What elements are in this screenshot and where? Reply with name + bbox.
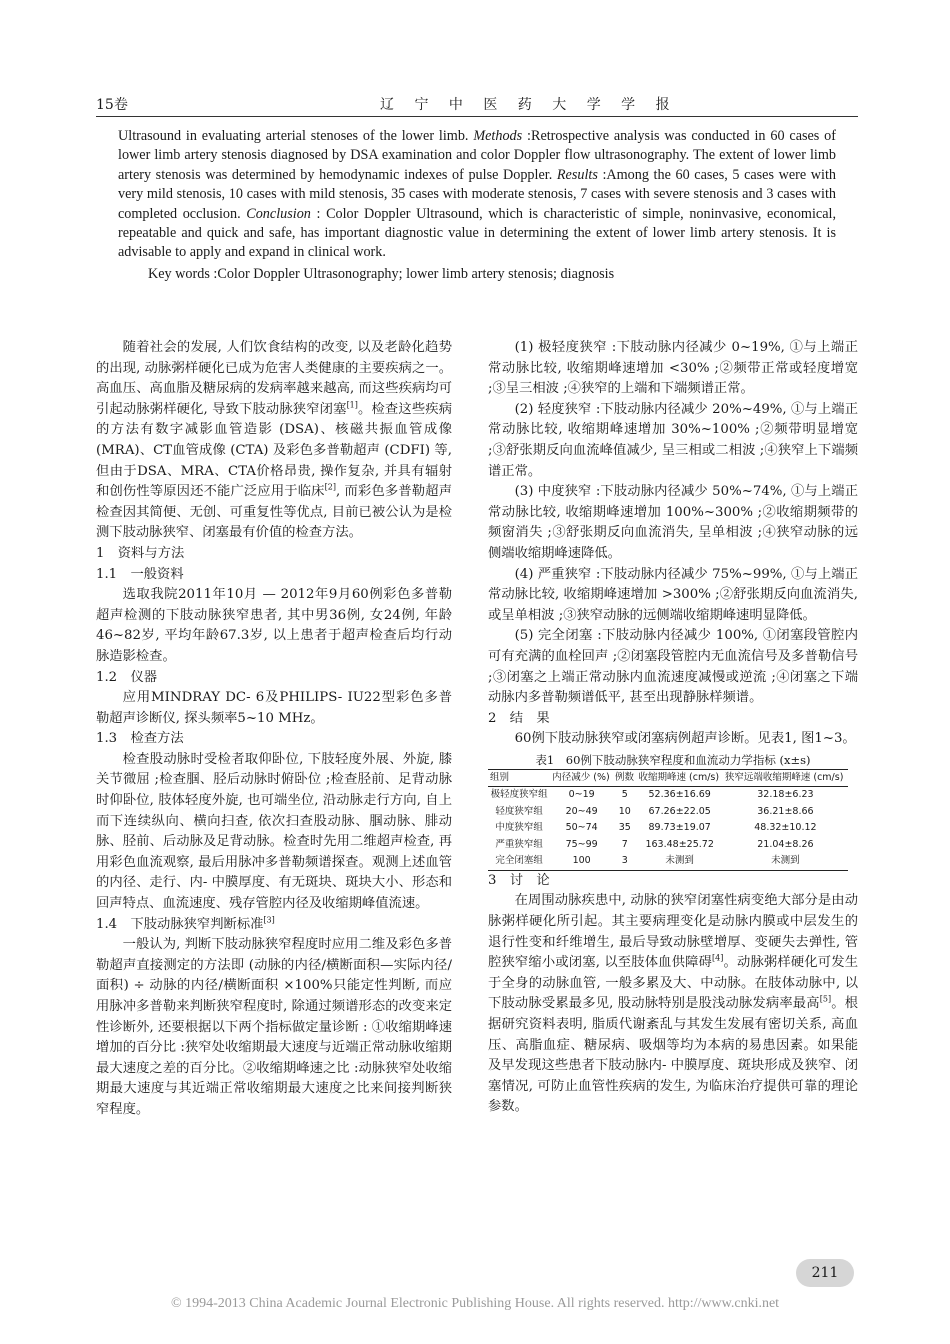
results-table xyxy=(488,769,848,871)
copyright-footer: © 1994-2013 China Academic Journal Electronic Publishing House. All rights reserved. http://www.cnki.net xyxy=(170,1296,780,1311)
conclusion-label: Conclusion xyxy=(246,205,311,222)
discussion-paragraph: 在周围动脉疾患中, 动脉的狭窄闭塞性病变绝大部分是由动脉粥样硬化所引起。其主要病理变化是动脉内膜或中层发生的退行性变和纤维增生, 最后导致动脉壁增厚、变硬失去弹性, 管腔狭窄缩小或闭塞, 以至肢体血供障碍[4]。动脉粥样硬化可发生于全身的动脉血管, 一般多累及大、中动脉。在肢体动脉中, 以下肢动脉受累最多见, 股动脉特别是股浅动脉发病率最高[5]。根据研究资料表明, 脂质代谢紊乱与其发生发展有密切关系, 高血压、高脂血症、糖尿病、吸烟等均为本病的易患因素。如果能及早发现这些患者下肢动脉内- 中膜厚度、斑块形成及狭窄、闭塞情况, 可防止血管性疾病的发生, 为临床治疗提供可靠的理论参数。 xyxy=(488,893,859,1115)
section-heading-2: 2 结 果 xyxy=(488,710,550,726)
paragraph-1-2: 应用MINDRAY DC- 6及PHILIPS- IU22型彩色多普勒超声诊断仪, 探头频率5~10 MHz。 xyxy=(96,690,452,726)
table-row xyxy=(488,853,848,870)
table-cell: 32.18±6.23 xyxy=(757,789,814,801)
paragraph-1-3: 检查股动脉时受检者取仰卧位, 下肢轻度外展、外旋, 膝关节微屈 ;检查腘、胫后动脉时俯卧位 ;检查胫前、足背动脉时仰卧位, 肢体轻度外旋, 也可端坐位, 沿动脉走行方向, 自上而下连续纵向、横向扫查, 依次扫查股动脉、腘动脉、腓动脉、胫前、后动脉及足背动脉。检查时先用二维超声检查, 再用彩色血流观察, 最后用脉冲多普勒频谱探查。观测上述血管的内径、走行、内- 中膜厚度、有无斑块、斑块大小、形态和回声特点、血流速度、残存管腔内径及收缩期峰值流速。 xyxy=(96,751,452,912)
table-cell: 100 xyxy=(550,853,613,870)
table-cell: 完全闭塞组 xyxy=(488,853,550,870)
table-row xyxy=(488,837,848,854)
paragraph-2: 60例下肢动脉狭窄或闭塞病例超声诊断。见表1, 图1~3。 xyxy=(514,731,856,747)
subsection-heading-1-1: 1.1 一般资料 xyxy=(96,566,184,582)
english-abstract xyxy=(118,127,836,284)
paragraph-1-4: 一般认为, 判断下肢动脉狭窄程度时应用二维及彩色多普勒超声直接测定的方法即 (动脉的内径/横断面积—实际内径/面积) ÷ 动脉的内径/横断面积 ×100%只能定性判断, 而应用脉冲多普勒来判断狭窄程度时, 除通过频谱形态的改变来定性诊断外, 还要根据以下两个指标做定量诊断 : ①收缩期峰速增加的百分比 :狭窄处收缩期最大速度与近端正常动脉收缩期最大速度之差的百分比。②收缩期峰速之比 :动脉狭窄处收缩期最大速度与其近端正常收缩期最大速度之比来间接判断狭窄程度。 xyxy=(96,937,452,1117)
running-header-journal: 辽 宁 中 医 药 大 学 学 报 xyxy=(380,97,678,113)
table-row xyxy=(488,787,848,804)
left-column xyxy=(96,338,452,1121)
table-cell: 52.36±16.69 xyxy=(648,789,711,801)
table-cell: 未测到 xyxy=(637,853,723,870)
page-number: 211 xyxy=(796,1259,854,1287)
table-cell: 67.26±22.05 xyxy=(648,805,711,817)
criteria-occlusion: (5) 完全闭塞 :下肢动脉内径减少 100%, ①闭塞段管腔内可有充满的血栓回声 ;②闭塞段管腔内无血流信号及多普勒信号 ;③闭塞之上端正常动脉内血流速度减慢或逆流 ;④闭塞之下端动脉内多普勒频谱低平, 甚至出现静脉样频谱。 xyxy=(488,628,858,706)
running-header-volume: 15卷 xyxy=(96,97,128,113)
table-cell: 7 xyxy=(621,838,628,850)
results-label: Results xyxy=(556,166,598,183)
table-header-cell: 收缩期峰速 (cm/s) xyxy=(637,769,723,787)
table-cell: 75~99 xyxy=(565,838,598,850)
keywords: Key words :Color Doppler Ultrasonography; lower limb artery stenosis; diagnosis xyxy=(148,265,615,282)
criteria-very-mild: (1) 极轻度狭窄 :下肢动脉内径减少 0~19%, ①与上端正常动脉比较, 收缩期峰速增加 <30% ;②频带正常或轻度增宽 ;③呈三相波 ;④狭窄的上端和下端频谱正常。 xyxy=(488,340,858,397)
table-header-cell: 组别 xyxy=(488,769,550,787)
table-cell: 163.48±25.72 xyxy=(645,838,714,850)
table-cell: 48.32±10.12 xyxy=(754,822,817,834)
paragraph-1-1: 选取我院2011年10月 — 2012年9月60例彩色多普勒超声检测的下肢动脉狭窄患者, 其中男36例, 女24例, 年龄46~82岁, 平均年龄67.3岁, 以上患者于超声检查后均行动脉造影检查。 xyxy=(96,587,452,664)
header-rule xyxy=(96,116,858,117)
criteria-severe: (4) 严重狭窄 :下肢动脉内径减少 75%~99%, ①与上端正常动脉比较, 收缩期峰速增加 >300% ;②舒张期反向血流消失, 或呈单相波 ;③狭窄动脉的远侧端收缩期峰速明显降低。 xyxy=(488,566,858,623)
table-cell: 10 xyxy=(618,805,631,817)
table-cell: 21.04±8.26 xyxy=(757,838,814,850)
abstract-body: Ultrasound in evaluating arterial stenoses of the lower limb. Methods :Retrospective analysis was conducted in 60 cases of lower limb artery stenosis diagnosed by DSA examination and color Doppler flow ultrasonography. The extent of lower limb artery stenosis was determined by hemodynamic indexes of pulse Doppler. Results :Among the 60 cases, 5 cases were with very mild stenosis, 10 cases with mild stenosis, 35 cases with moderate stenosis, 7 cases with severe stenosis and 3 cases with completed occlusion. Conclusion : Color Doppler Ultrasound, which is characteristic of simple, noninvasive, economical, repeatable and quick and safe, has important diagnostic value in determining the extent of lower limb artery stenosis. It is advisable to apply and expand in clinical work. xyxy=(118,128,836,261)
subsection-heading-1-3: 1.3 检查方法 xyxy=(96,731,184,747)
table-cell: 0~19 xyxy=(568,789,595,801)
right-column xyxy=(488,338,858,1118)
table-cell: 严重狭窄组 xyxy=(495,838,543,850)
criteria-moderate: (3) 中度狭窄 :下肢动脉内径减少 50%~74%, ①与上端正常动脉比较, 收缩期峰速增加 100%~300% ;②收缩期频带的频窗消失 ;③舒张期反向血流消失, 呈单相波 ;④狭窄动脉的远侧端收缩期峰速降低。 xyxy=(488,484,858,561)
table-header-cell: 狭窄远端收缩期峰速 (cm/s) xyxy=(723,769,848,787)
table-cell: 极轻度狭窄组 xyxy=(490,789,548,801)
section-heading-3: 3 讨 论 xyxy=(488,872,550,888)
methods-label: Methods xyxy=(473,128,523,144)
table-caption: 表1 60例下肢动脉狭窄程度和血流动力学指标 (x±s) xyxy=(535,752,811,767)
table-cell: 35 xyxy=(618,822,631,834)
table-header-row xyxy=(488,769,848,787)
table-cell: 89.73±19.07 xyxy=(648,822,711,834)
subsection-heading-1-2: 1.2 仪器 xyxy=(96,669,158,685)
table-cell: 20~49 xyxy=(565,805,598,817)
table-cell: 轻度狭窄组 xyxy=(495,805,543,817)
table-cell: 未测到 xyxy=(723,853,848,870)
subsection-heading-1-4: 1.4 下肢动脉狭窄判断标准[3] xyxy=(96,915,275,932)
section-heading-1: 1 资料与方法 xyxy=(96,545,185,561)
table-row xyxy=(488,820,848,837)
table-cell: 36.21±8.66 xyxy=(757,805,814,817)
criteria-mild: (2) 轻度狭窄 :下肢动脉内径减少 20%~49%, ①与上端正常动脉比较, 收缩期峰速增加 30%~100% ;②频带明显增宽 ;③舒张期反向血流峰值减少, 呈三相或二相波 ;④狭窄上下端频谱正常。 xyxy=(488,401,858,479)
table-cell: 中度狭窄组 xyxy=(495,822,543,834)
table-cell: 5 xyxy=(621,789,628,801)
table-header-cell: 例数 xyxy=(613,769,636,787)
table-header-cell: 内径减少 (%) xyxy=(550,769,613,787)
table-cell: 3 xyxy=(613,853,636,870)
table-row xyxy=(488,804,848,821)
table-cell: 50~74 xyxy=(565,822,598,834)
intro-paragraph: 随着社会的发展, 人们饮食结构的改变, 以及老龄化趋势的出现, 动脉粥样硬化已成为危害人类健康的主要疾病之一。高血压、高血脂及糖尿病的发病率越来越高, 而这些疾病均可引起动脉粥样硬化, 导致下肢动脉狭窄闭塞[1]。检查这些疾病的方法有数字减影血管造影 (DSA)、核磁共振血管成像 (MRA)、CT血管成像 (CTA) 及彩色多普勒超声 (CDFI) 等, 但由于DSA、MRA、CTA价格昂贵, 操作复杂, 并具有辐射和创伤性等原因还不能广泛应用于临床[2], 而彩色多普勒超声检查因其简便、无创、可重复性等优点, 目前已被公认为是检测下肢动脉狭窄、闭塞最有价值的检查方法。 xyxy=(96,340,453,541)
